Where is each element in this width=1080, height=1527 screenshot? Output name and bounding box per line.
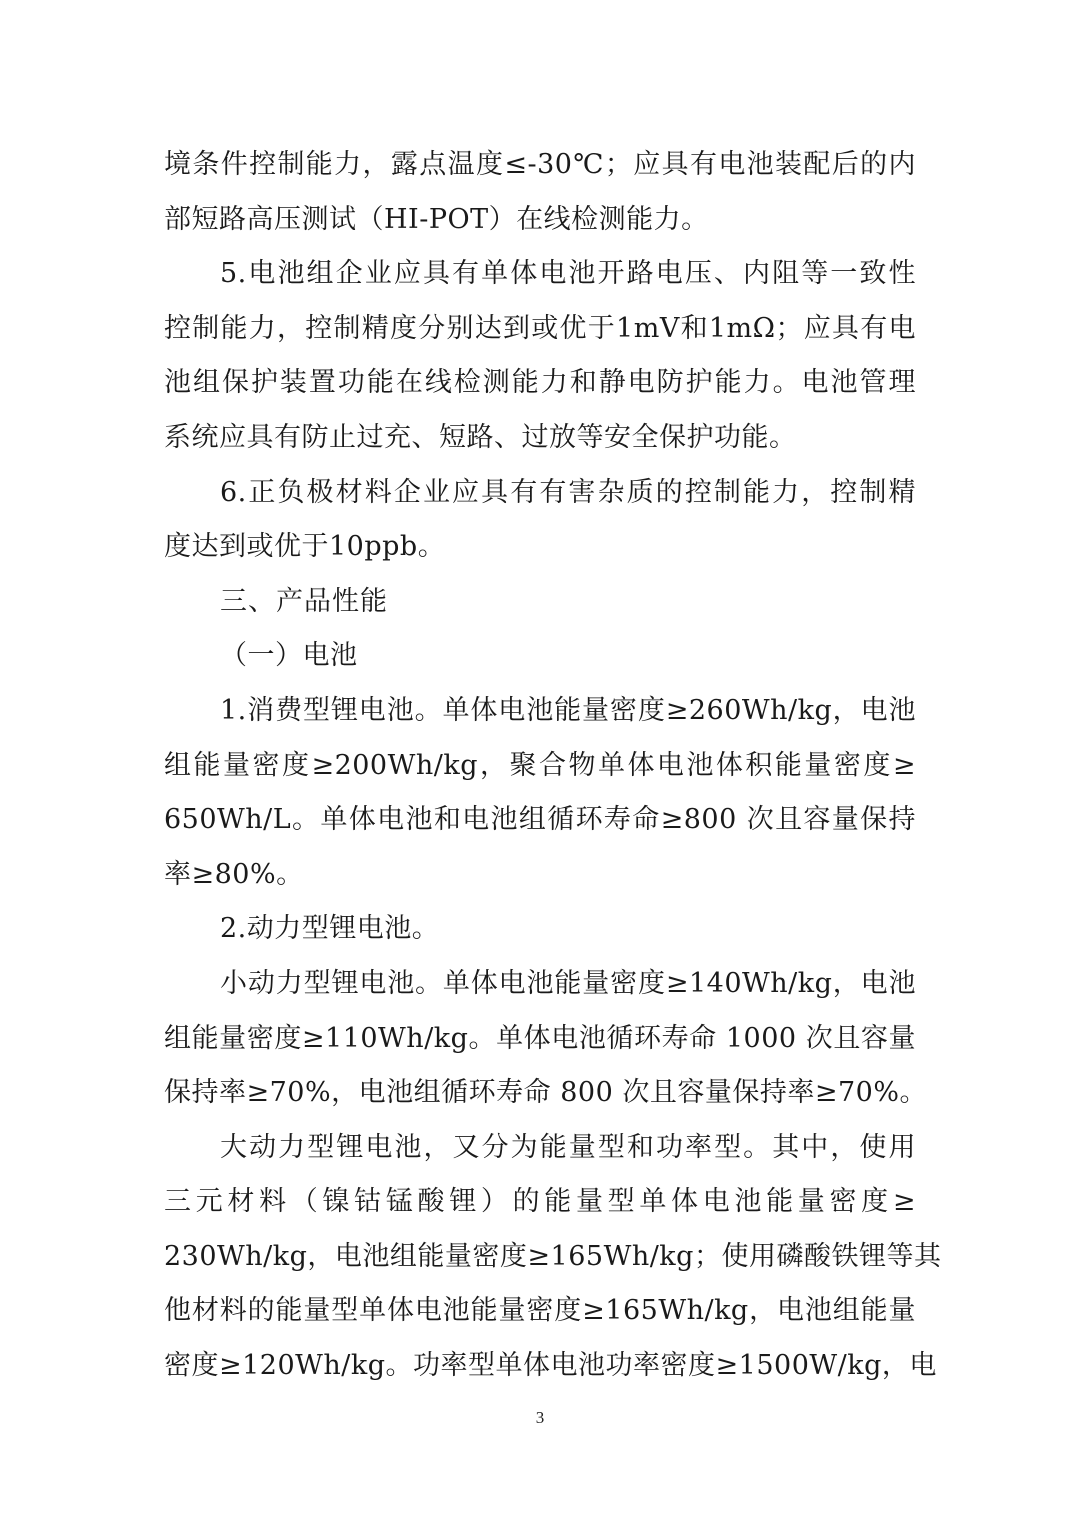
paragraph-line: 度达到或优于10ppb。 [164, 531, 446, 563]
paragraph-line: 组能量密度≥200Wh/kg，聚合物单体电池体积能量密度≥ [164, 749, 916, 781]
paragraph-line: 1.消费型锂电池。单体电池能量密度≥260Wh/kg，电池 [220, 694, 916, 726]
section-heading: 三、产品性能 [220, 585, 388, 617]
paragraph-line: 6.正负极材料企业应具有有害杂质的控制能力，控制精 [220, 476, 916, 508]
paragraph-line: 230Wh/kg，电池组能量密度≥165Wh/kg；使用磷酸铁锂等其 [164, 1240, 942, 1272]
paragraph-line: 池组保护装置功能在线检测能力和静电防护能力。电池管理 [164, 367, 916, 399]
paragraph-line: 部短路高压测试（HI-POT）在线检测能力。 [164, 203, 709, 235]
paragraph-line: 密度≥120Wh/kg。功率型单体电池功率密度≥1500W/kg，电 [164, 1350, 937, 1382]
page-number: 3 [535, 1408, 545, 1427]
paragraph-line: 650Wh/L。单体电池和电池组循环寿命≥800 次且容量保持 [164, 804, 916, 836]
paragraph-line: 控制能力，控制精度分别达到或优于1mV和1mΩ；应具有电 [164, 312, 916, 344]
paragraph-line: 小动力型锂电池。单体电池能量密度≥140Wh/kg，电池 [220, 967, 916, 999]
paragraph-line: 系统应具有防止过充、短路、过放等安全保护功能。 [164, 421, 797, 453]
paragraph-line: 保持率≥70%，电池组循环寿命 800 次且容量保持率≥70%。 [164, 1077, 927, 1109]
paragraph-line: 5.电池组企业应具有单体电池开路电压、内阻等一致性 [220, 258, 916, 290]
paragraph-line: 率≥80%。 [164, 858, 304, 890]
subsection-heading: （一）电池 [220, 640, 358, 672]
paragraph-line: 2.动力型锂电池。 [220, 913, 440, 945]
paragraph-line: 组能量密度≥110Wh/kg。单体电池循环寿命 1000 次且容量 [164, 1022, 916, 1054]
paragraph-line: 三元材料（镍钴锰酸锂）的能量型单体电池能量密度≥ [164, 1186, 916, 1218]
paragraph-line: 大动力型锂电池，又分为能量型和功率型。其中，使用 [220, 1131, 916, 1163]
paragraph-line: 境条件控制能力，露点温度≤-30℃；应具有电池装配后的内 [164, 149, 916, 180]
document-body [164, 138, 942, 1394]
paragraph-line: 他材料的能量型单体电池能量密度≥165Wh/kg，电池组能量 [164, 1295, 916, 1327]
